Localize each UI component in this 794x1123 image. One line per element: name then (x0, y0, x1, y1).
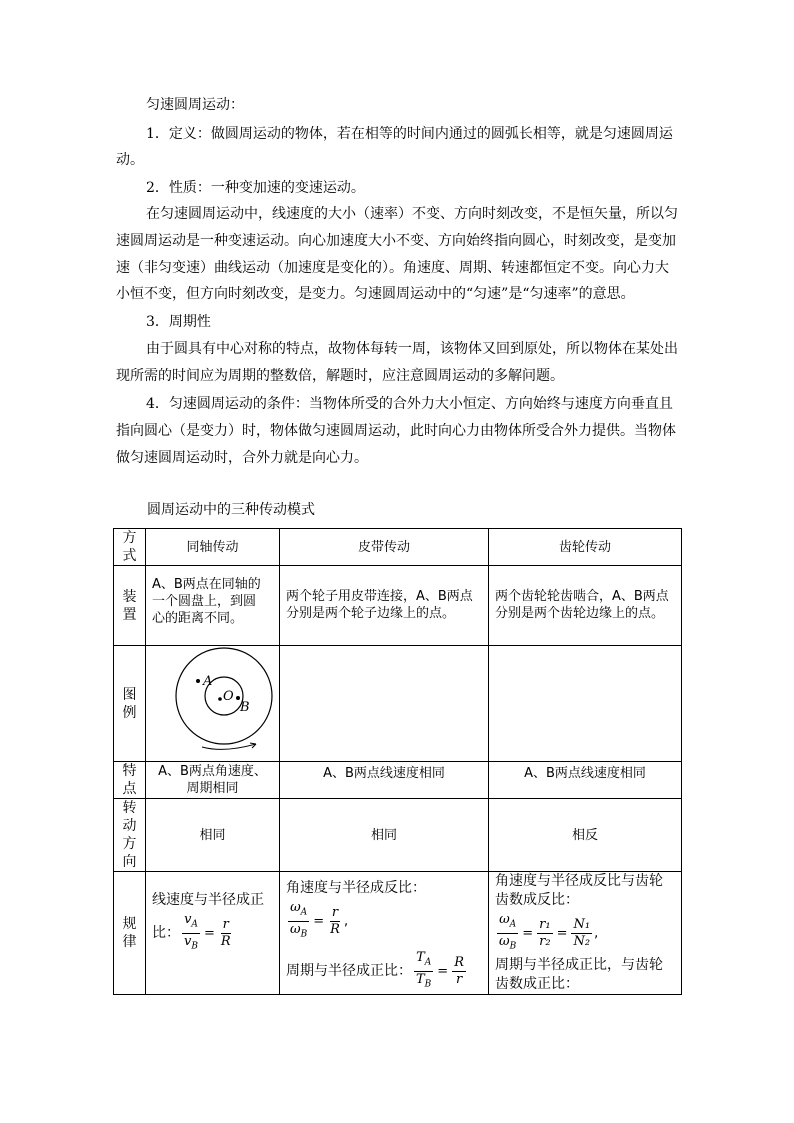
column-header-coaxial: 同轴传动 (146, 529, 280, 566)
fraction-r-over-r: $\frac{r}{R}$ (330, 904, 340, 937)
row-label-direction: 转 动 方 向 (114, 799, 146, 872)
fraction-r-over-r: $\frac{r}{R}$ (220, 916, 231, 949)
periodicity-title: 3．周期性 (146, 314, 211, 330)
paragraph-line-1: 在匀速圆周运动中，线速度的大小（速率）不变、方向时刻改变，不是恒矢量，所以匀 (146, 206, 678, 222)
device-gear: 两个齿轮轮齿啮合，A、B两点 分别是两个齿轮边缘上的点。 (489, 566, 682, 646)
row-label-rule: 规 律 (114, 872, 146, 995)
definition-line-2: 动。 (116, 152, 144, 168)
table-title: 圆周运动中的三种传动模式 (147, 502, 315, 518)
column-header-gear: 齿轮传动 (489, 529, 682, 566)
device-coaxial: A、B两点在同轴的 一个圆盘上，到圆 心的距离不同。 (146, 566, 280, 646)
point-a (196, 679, 200, 683)
direction-gear: 相反 (489, 799, 682, 872)
feature-coaxial: A、B两点角速度、 周期相同 (146, 762, 280, 799)
condition-line-1: 4．匀速圆周运动的条件：当物体所受的合外力大小恒定、方向始终与速度方向垂直且 (146, 396, 673, 412)
definition-line-1: 1．定义：做圆周运动的物体，若在相等的时间内通过的圆弧长相等，就是匀速圆周运 (146, 126, 673, 142)
fraction-ta-tb: $\frac{T_A}{T_B}$ (416, 950, 432, 990)
fraction-va-vb: $\frac{v_A}{v_B}$ (184, 912, 198, 952)
row-label-feature: 特 点 (114, 762, 146, 799)
label-b: B (240, 700, 250, 715)
transmission-table (113, 528, 682, 995)
paragraph-line-4: 小恒不变，但方向时刻改变，是变力。匀速圆周运动中的“匀速”是“匀速率”的意思。 (116, 286, 635, 302)
row-label-device: 装 置 (114, 566, 146, 646)
property-line: 2．性质：一种变加速的变速运动。 (146, 180, 365, 196)
figure-gear (489, 646, 682, 762)
fraction-n1-n2: $\frac{\text{N₁}}{\text{N₂}}$ (573, 916, 591, 949)
rule-belt: 角速度与半径成反比： $\frac{\omega_A}{\omega_B}$ = $\frac{r}{R}$ , 周期与半径成正比： $\frac{T_A}{T_B}$ = $\frac{R}{r}$ (280, 872, 489, 995)
condition-line-3: 做匀速圆周运动时，合外力就是向心力。 (116, 450, 368, 466)
direction-belt: 相同 (280, 799, 489, 872)
paragraph-line-3: 速（非匀变速）曲线运动（加速度是变化的）。角速度、周期、转速都恒定不变。向心力大 (116, 260, 669, 276)
coaxial-disc-diagram (146, 646, 279, 756)
table-row (114, 872, 682, 995)
label-a: A (203, 674, 213, 689)
fraction-omega-a-b: $\frac{\omega_A}{\omega_B}$ (499, 912, 517, 952)
table-row (114, 799, 682, 872)
rotation-arrow-icon (202, 744, 256, 749)
column-header-belt: 皮带传动 (280, 529, 489, 566)
feature-belt: A、B两点线速度相同 (280, 762, 489, 799)
figure-belt (280, 646, 489, 762)
direction-coaxial: 相同 (146, 799, 280, 872)
periodicity-line-2: 现所需的时间应为周期的整数倍，解题时，应注意圆周运动的多解问题。 (116, 368, 564, 384)
feature-gear: A、B两点线速度相同 (489, 762, 682, 799)
center-point-o (218, 697, 222, 701)
figure-coaxial (146, 646, 280, 762)
row-label-mode: 方 式 (114, 529, 146, 566)
fraction-r-over-r-2: $\frac{R}{r}$ (454, 954, 464, 987)
periodicity-line-1: 由于圆具有中心对称的特点，故物体每转一周，该物体又回到原处，所以物体在某处出 (146, 341, 678, 357)
rule-gear: 角速度与半径成反比与齿轮 齿数成反比： $\frac{\omega_A}{\omega_B}$ = $\frac{\text{r₁}}{\text{r₂}}$ = $\frac{\text{N₁}}{\text{N₂}}$ , 周期与半径成正比，与齿轮 齿数成正比： (489, 872, 682, 995)
device-belt: 两个轮子用皮带连接，A、B两点 分别是两个轮子边缘上的点。 (280, 566, 489, 646)
row-label-figure: 图 例 (114, 646, 146, 762)
table-row (114, 566, 682, 646)
section-heading: 匀速圆周运动： (146, 97, 244, 113)
table-row (114, 529, 682, 566)
label-o: O (223, 689, 234, 704)
fraction-omega-a-b: $\frac{\omega_A}{\omega_B}$ (290, 900, 308, 940)
table-row (114, 646, 682, 762)
condition-line-2: 指向圆心（是变力）时，物体做匀速圆周运动，此时向心力由物体所受合外力提供。当物体 (116, 423, 676, 439)
paragraph-line-2: 速圆周运动是一种变速运动。向心加速度大小不变、方向始终指向圆心，时刻改变，是变加 (116, 233, 676, 249)
table-row (114, 762, 682, 799)
rule-coaxial: 线速度与半径成正 比： $\frac{v_A}{v_B}$ = $\frac{r}{R}$ (146, 872, 280, 995)
fraction-r1-r2: $\frac{\text{r₁}}{\text{r₂}}$ (539, 916, 551, 949)
